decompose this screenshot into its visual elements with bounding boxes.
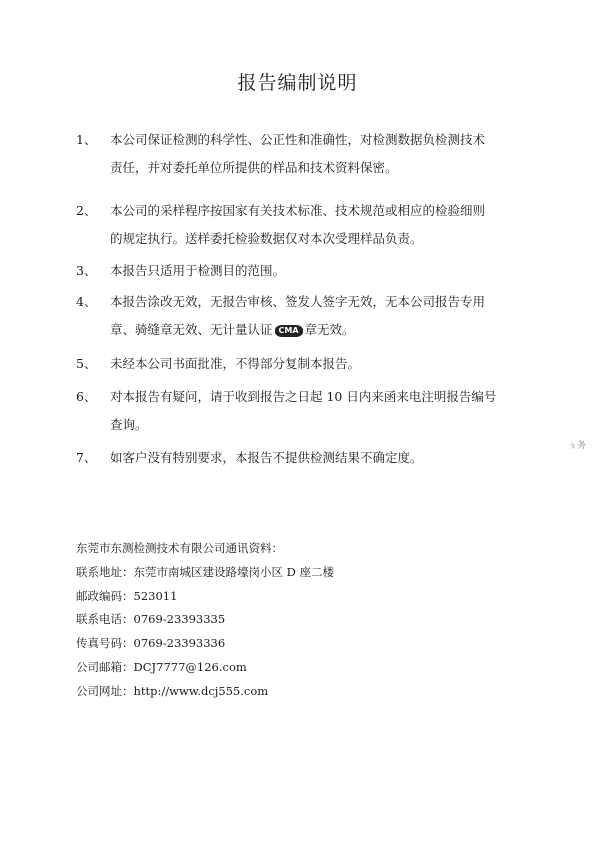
- item-number: 5、: [76, 356, 97, 371]
- contact-phone: 联系电话：0769-23393335: [76, 612, 226, 626]
- contact-postcode: 邮政编码：523011: [76, 589, 178, 603]
- item-text: 本报告只适用于检测目的范围。: [110, 263, 286, 278]
- item-number: 4、: [76, 294, 97, 309]
- item-number: 6、: [76, 389, 97, 404]
- seal-fragment: ㄆ务: [568, 441, 587, 451]
- page-title: 报告编制说明: [237, 72, 358, 94]
- item-text: 如客户没有特别要求，本报告不提供检测结果不确定度。: [110, 450, 423, 465]
- item-text: 本报告涂改无效，无报告审核、签发人签字无效，无本公司报告专用: [110, 294, 486, 309]
- item-text: 本公司的采样程序按国家有关技术标准、技术规范或相应的检验细则: [110, 203, 486, 218]
- item-text-part: 章无效。: [304, 322, 355, 337]
- contact-fax: 传真号码：0769-23393336: [76, 636, 226, 650]
- item-number: 7、: [76, 450, 97, 465]
- item-text-part: 章、骑缝章无效、无计量认证: [110, 322, 273, 337]
- item-number: 1、: [76, 132, 97, 147]
- item-number: 2、: [76, 203, 97, 218]
- contact-email: 公司邮箱：DCJ7777@126.com: [76, 660, 247, 674]
- item-text: 未经本公司书面批准，不得部分复制本报告。: [110, 356, 361, 371]
- contact-website: 公司网址：http://www.dcj555.com: [76, 684, 269, 698]
- item-text-cont: 查询。: [110, 417, 148, 432]
- contact-heading: 东莞市东测检测技术有限公司通讯资料：: [76, 541, 283, 555]
- item-text: 本公司保证检测的科学性、公正性和准确性，对检测数据负检测技术: [110, 132, 486, 147]
- item-text: 对本报告有疑问，请于收到报告之日起 10 日内来函来电注明报告编号: [110, 389, 497, 404]
- contact-address: 联系地址：东莞市南城区建设路壕岗小区 D 座二楼: [76, 565, 335, 579]
- item-text-cont: 责任，并对委托单位所提供的样品和技术资料保密。: [110, 160, 398, 175]
- item-number: 3、: [76, 263, 97, 278]
- item-text-cont: 的规定执行。送样委托检验数据仅对本次受理样品负责。: [110, 231, 423, 246]
- cma-mark-icon: CMA: [275, 325, 303, 337]
- item-text-cont: [110, 320, 355, 338]
